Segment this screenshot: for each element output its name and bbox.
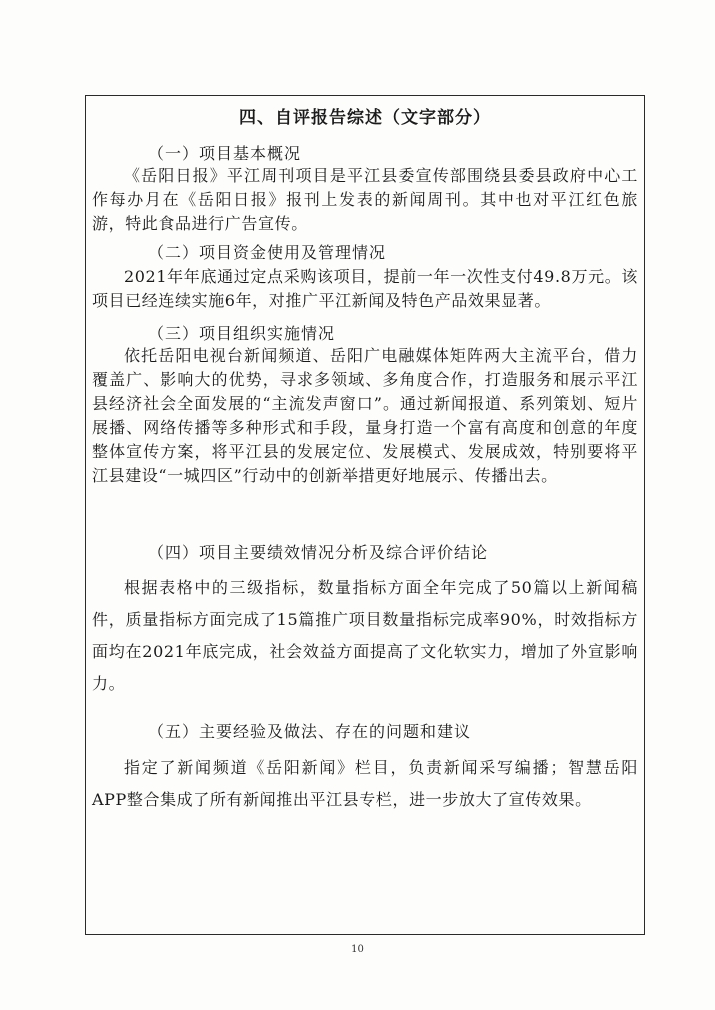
section-5-body: 指定了新闻频道《岳阳新闻》栏目，负责新闻采写编播；智慧岳阳APP整合集成了所有新闻推出平江县专栏，进一步放大了宣传效果。 bbox=[92, 758, 638, 809]
section-2-heading: （二）项目资金使用及管理情况 bbox=[148, 243, 387, 262]
section-4-heading: （四）项目主要绩效情况分析及综合评价结论 bbox=[148, 543, 489, 562]
section-3-body: 依托岳阳电视台新闻频道、岳阳广电融媒体矩阵两大主流平台，借力覆盖广、影响大的优势，寻求多领域、多角度合作，打造服务和展示平江县经济社会全面发展的“主流发声窗口”。通过新闻报道、系列策划、短片展播、网络传播等多种形式和手段，量身打造一个富有高度和创意的年度整体宣传方案，将平江县的发展定位、发展模式、发展成效，特别要将平江县建设“一城四区”行动中的创新举措更好地展示、传播出去。 bbox=[92, 346, 638, 485]
page-number: 10 bbox=[351, 944, 364, 955]
section-5-heading: （五）主要经验及做法、存在的问题和建议 bbox=[148, 722, 472, 741]
section-3-heading: （三）项目组织实施情况 bbox=[148, 324, 336, 343]
section-4-body: 根据表格中的三级指标，数量指标方面全年完成了50篇以上新闻稿件，质量指标方面完成了15篇推广项目数量指标完成率90%，时效指标方面均在2021年底完成，社会效益方面提高了文化软实力，增加了外宣影响力。 bbox=[92, 578, 638, 693]
section-1-heading: （一）项目基本概况 bbox=[148, 144, 302, 163]
report-title: 四、自评报告综述（文字部分） bbox=[239, 108, 491, 128]
section-2-body: 2021年年底通过定点采购该项目，提前一年一次性支付49.8万元。该项目已经连续实施6年，对推广平江新闻及特色产品效果显著。 bbox=[92, 267, 638, 310]
section-1-body: 《岳阳日报》平江周刊项目是平江县委宣传部围绕县委县政府中心工作每办月在《岳阳日报》报刊上发表的新闻周刊。其中也对平江红色旅游，特此食品进行广告宣传。 bbox=[92, 166, 638, 233]
